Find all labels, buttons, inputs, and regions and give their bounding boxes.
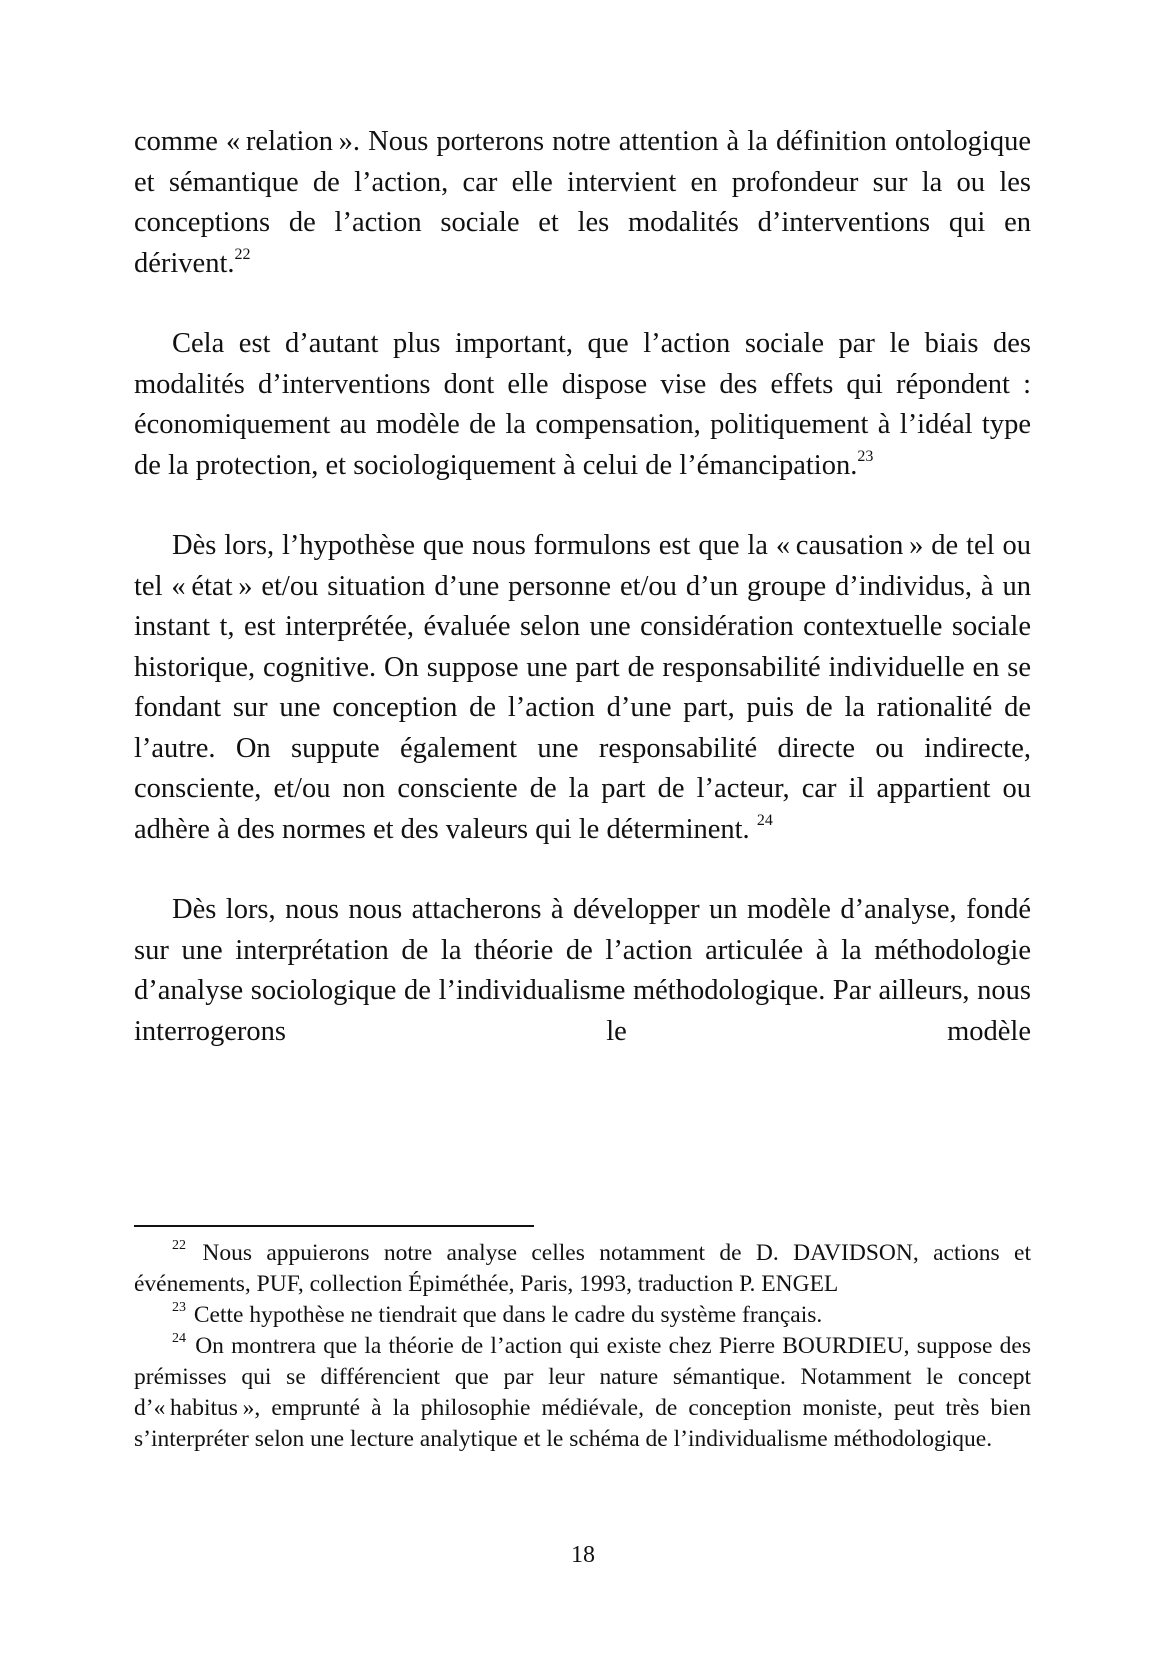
paragraph-2 (134, 324, 1031, 486)
footnote-ref-22[interactable]: 22 (234, 246, 251, 263)
footnote-24 (134, 1331, 1031, 1455)
footnote-separator (134, 1225, 534, 1227)
paragraph-3 (134, 526, 1031, 850)
paragraph-text: Dès lors, l’hypothèse que nous formulons est que la « causation » de tel ou tel « état » et/ou situation d’une personne et/ou d’un groupe d’individus, à un instant t, est interprétée, évaluée selon une considération contextuelle sociale historique, cognitive. On suppose une part de responsabilité individuelle en se fondant sur une conception de l’action d’une part, puis de la rationalité de l’autre. On suppute également une responsabilité directe ou indirecte, consciente, et/ou non consciente de la part de l’acteur, car il appartient ou adhère à des normes et des valeurs qui le déterminent. (134, 530, 1031, 845)
paragraph-1 (134, 122, 1031, 284)
footnote-22 (134, 1238, 1031, 1300)
paragraph-text: Cela est d’autant plus important, que l’action sociale par le biais des modalités d’interventions dont elle dispose vise des effets qui répondent : économiquement au modèle de la compensation, politiquement à l’idéal type de la protection, et sociologiquement à celui de l’émancipation. (134, 328, 1031, 481)
footnote-ref-24[interactable]: 24 (756, 812, 773, 829)
paragraph-4 (134, 890, 1031, 1052)
footnote-number: 22 (172, 1238, 186, 1254)
footnote-text: On montrera que la théorie de l’action qui existe chez Pierre BOURDIEU, suppose des prémisses qui se différencient que par leur nature sémantique. Notamment le concept d’« habitus », emprunté à la philosophie médiévale, de conception moniste, peut très bien s’interpréter selon une lecture analytique et le schéma de l’individualisme méthodologique. (134, 1333, 1031, 1452)
paragraph-text: comme « relation ». Nous porterons notre attention à la définition ontologique et sémantique de l’action, car elle intervient en profondeur sur la ou les conceptions de l’action sociale et les modalités d’interventions qui en dérivent. (134, 126, 1031, 279)
footnote-number: 23 (172, 1300, 186, 1316)
footnote-text: Nous appuierons notre analyse celles notamment de D. DAVIDSON, actions et événements, PUF, collection Épiméthée, Paris, 1993, traduction P. ENGEL (134, 1240, 1031, 1297)
footnote-ref-23[interactable]: 23 (857, 448, 874, 465)
paragraph-text: Dès lors, nous nous attacherons à développer un modèle d’analyse, fondé sur une interprétation de la théorie de l’action articulée à la méthodologie d’analyse sociologique de l’individualisme méthodologique. Par ailleurs, nous interrogerons le modèle (134, 894, 1031, 1047)
page-number: 18 (571, 1542, 595, 1568)
footnote-text: Cette hypothèse ne tiendrait que dans le cadre du système français. (188, 1302, 823, 1328)
footnote-23 (134, 1300, 1031, 1331)
footnotes (134, 1238, 1031, 1455)
body-text (134, 122, 1031, 1052)
footnote-number: 24 (172, 1331, 186, 1347)
